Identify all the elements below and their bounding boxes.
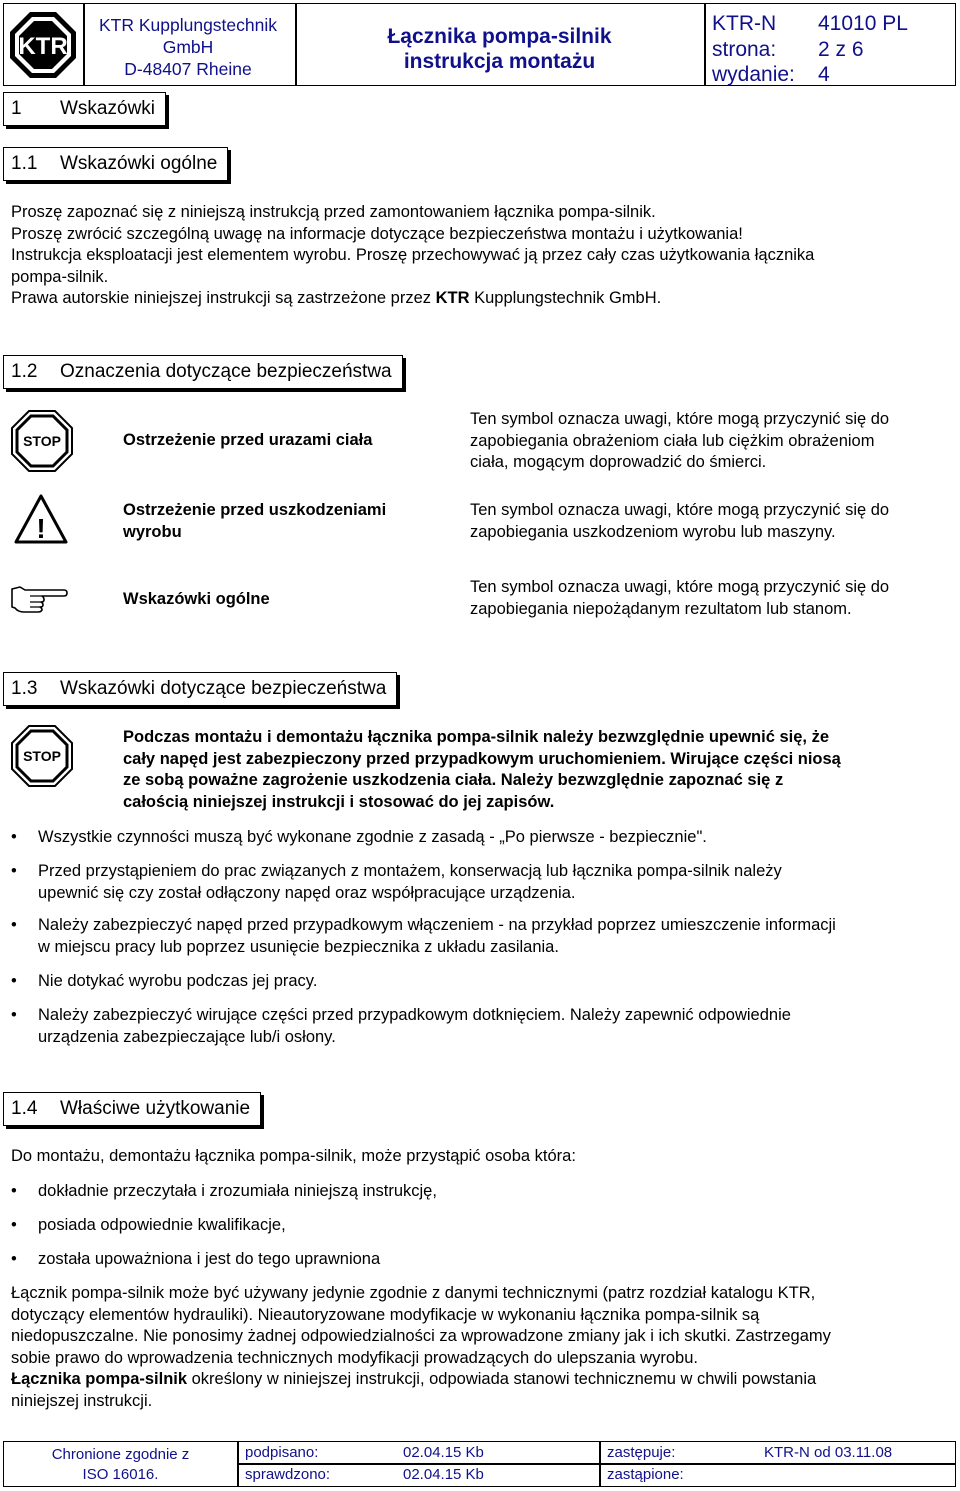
symbol-desc-damage: Ten symbol oznacza uwagi, które mogą przyczynić się do zapobiegania uszkodzeniom wyrobu lub maszyny. xyxy=(470,501,890,541)
signed-label: podpisano: xyxy=(245,1444,319,1461)
replaces-label: zastępuje: xyxy=(607,1444,676,1461)
logo-text: KTR xyxy=(18,33,68,60)
stop-sign-icon xyxy=(11,410,73,472)
stop-sign-icon xyxy=(11,725,73,787)
symbol-label-injury: Ostrzeżenie przed urazami ciała xyxy=(123,431,373,449)
replaced-by-label: zastąpione: xyxy=(607,1466,684,1483)
doc-label: KTR-N xyxy=(712,12,777,35)
signed-value: 02.04.15 Kb xyxy=(403,1444,484,1461)
doc-number: 41010 PL xyxy=(818,12,908,35)
svg-text:!: ! xyxy=(36,513,46,544)
edition-label: wydanie: xyxy=(712,63,795,86)
checked-label: sprawdzono: xyxy=(245,1466,331,1483)
section-heading-1-4: 1.4 Właściwe użytkowanie xyxy=(3,1092,261,1126)
replaces-value: KTR-N od 03.11.08 xyxy=(764,1444,893,1461)
company-form: GmbH xyxy=(162,37,214,57)
general-notes-text: Proszę zapoznać się z niniejszą instrukcją przed zamontowaniem łącznika pompa-silnik. Proszę zwrócić szczególną uwagę na informacje dotyczące bezpieczeństwa montażu i użytkowania! Instrukcja eksploatacji jest elementem wyrobu. Proszę przechowywać ją przez cały czas użytkowania łącznika pompa-silnik. Prawa autorskie niniejszej instrukcji są zastrzeżone przez KTR Kupplungstechnik GmbH. xyxy=(11,203,815,307)
section-heading-1: 1 Wskazówki xyxy=(3,92,166,126)
ktr-logo-icon xyxy=(8,10,78,80)
iso-note: Chronione zgodnie z ISO 16016. xyxy=(51,1446,190,1483)
intended-use-intro: Do montażu, demontażu łącznika pompa-silnik, może przystąpić osoba która: xyxy=(11,1147,576,1165)
company-name: KTR Kupplungstechnik xyxy=(98,15,278,35)
company-address xyxy=(88,14,288,80)
document-title: Łącznika pompa-silnik instrukcja montażu xyxy=(387,25,612,73)
safety-warning-text: Podczas montażu i demontażu łącznika pompa-silnik należy bezwzględnie upewnić się, że cały napęd jest zabezpieczony przed przypadkowym uruchomieniem. Wirujące części niosą ze sobą poważne zagrożenie uszkodzenia ciała. Należy bezwzględnie zapoznać się z całością niniejszej instrukcji i stosować do jej zapisów. xyxy=(123,728,841,811)
pointing-hand-icon xyxy=(10,583,68,613)
checked-value: 02.04.15 Kb xyxy=(403,1466,484,1483)
intended-use-text: Łącznik pompa-silnik może być używany jedynie zgodnie z danymi technicznymi (patrz rozdział katalogu KTR, dotyczący elementów hydrauliki). Nieautoryzowane modyfikacje w wykonaniu łącznika pompa-silnik są niedopuszczalne. Nie ponosimy żadnej odpowiedzialności za wprowadzone zmiany jak i ich skutki. Zastrzegamy sobie prawo do wprowadzenia technicznych modyfikacji prowadzących do ulepszania wyrobu. Łącznika pompa-silnik określony w niniejszej instrukcji, odpowiada stanowi technicznemu w chwili powstania niniejszej instrukcji. xyxy=(11,1284,831,1410)
symbol-desc-injury: Ten symbol oznacza uwagi, które mogą przyczynić się do zapobiegania obrażeniom ciała lub ciężkim obrażeniom ciała, mogącym doprowadzić do śmierci. xyxy=(470,410,890,471)
svg-text:STOP: STOP xyxy=(23,433,61,449)
page-value: 2 z 6 xyxy=(818,37,864,61)
section-heading-1-3: 1.3 Wskazówki dotyczące bezpieczeństwa xyxy=(3,672,397,706)
warning-triangle-icon xyxy=(13,493,69,545)
svg-text:STOP: STOP xyxy=(23,748,61,764)
document-meta xyxy=(712,11,908,88)
section-heading-1-2: 1.2 Oznaczenia dotyczące bezpieczeństwa xyxy=(3,355,403,389)
company-city: D-48407 Rheine xyxy=(124,59,252,79)
page-footer xyxy=(3,1441,956,1487)
symbol-desc-general: Ten symbol oznacza uwagi, które mogą przyczynić się do zapobiegania niepożądanym rezultatom lub stanom. xyxy=(470,578,890,618)
page-label: strona: xyxy=(712,37,777,61)
symbol-label-damage: Ostrzeżenie przed uszkodzeniami wyrobu xyxy=(123,501,387,541)
symbol-label-general: Wskazówki ogólne xyxy=(123,590,270,608)
page-header xyxy=(3,3,956,86)
edition-value: 4 xyxy=(818,63,830,86)
section-heading-1-1: 1.1 Wskazówki ogólne xyxy=(3,147,228,181)
